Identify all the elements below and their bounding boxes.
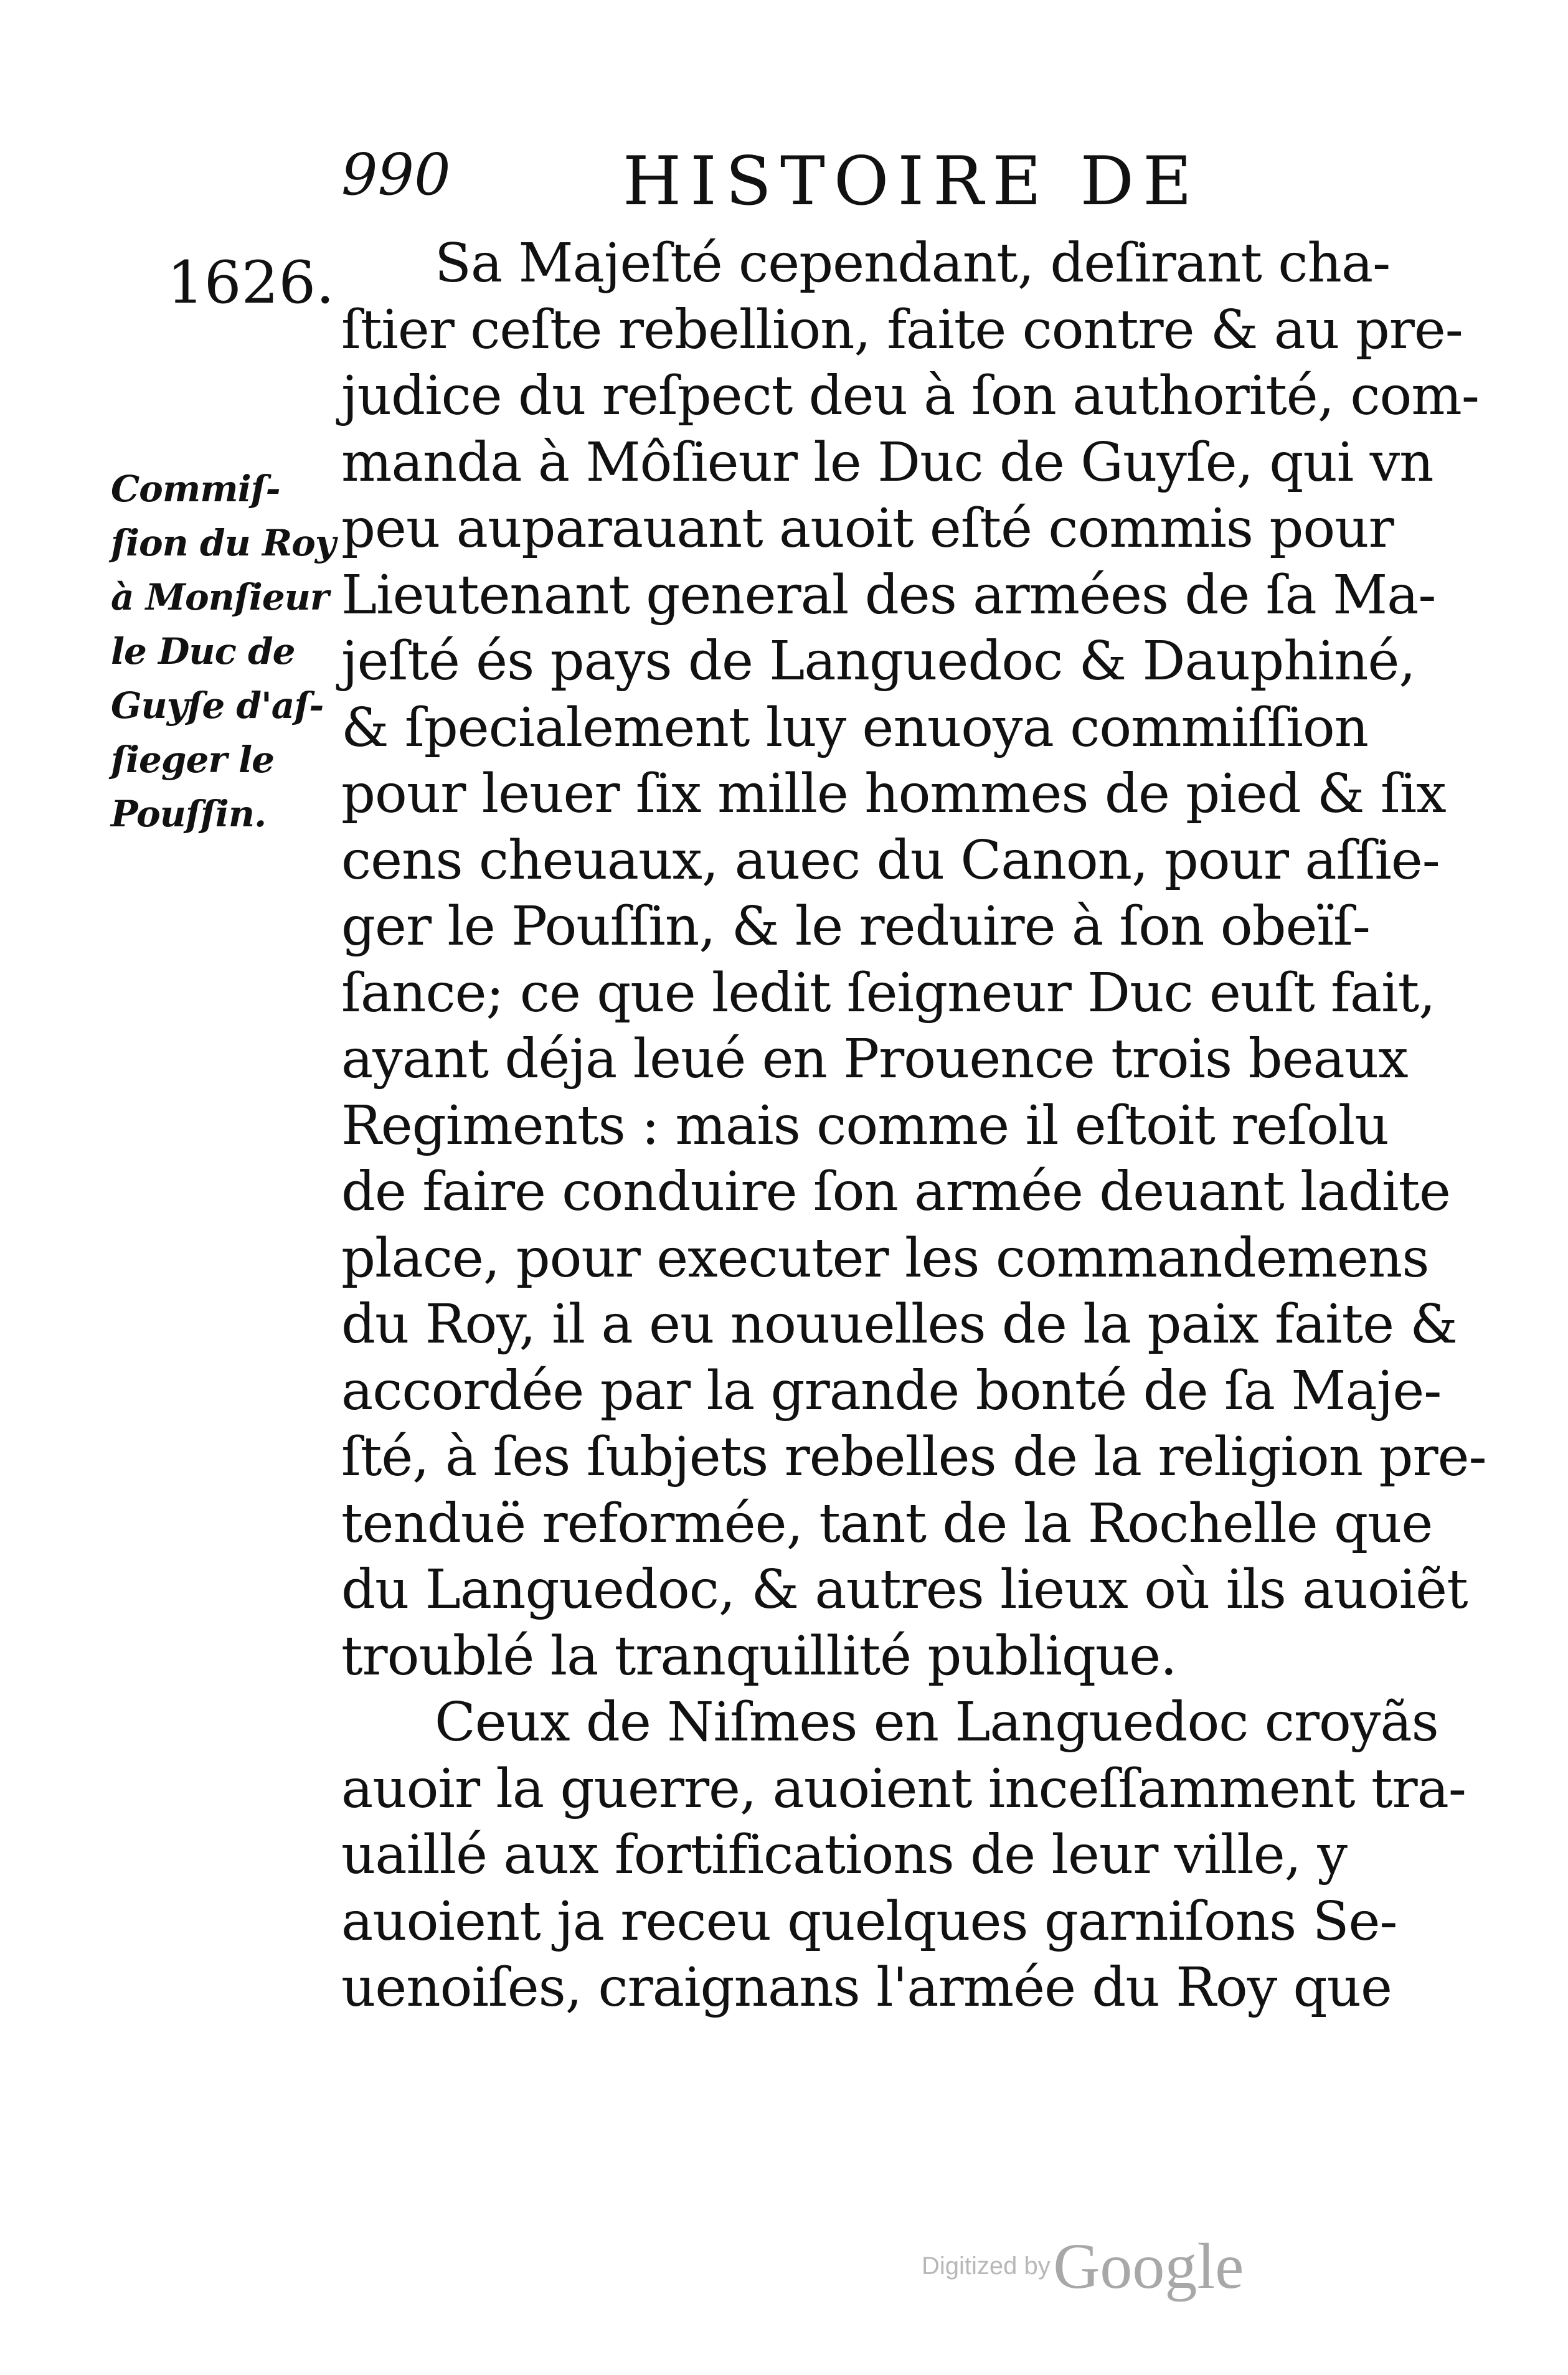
digitized-watermark: [922, 2229, 1244, 2303]
body-line: Lieutenant general des armées de ſa Ma-: [341, 564, 1436, 626]
body-line: ayant déja leué en Prouence trois beaux: [341, 1028, 1408, 1090]
body-line: auoient ja receu quelques garniſons Se-: [341, 1890, 1397, 1953]
body-line: jeſté és pays de Languedoc & Dauphiné,: [341, 630, 1415, 692]
body-line: cens cheuaux, auec du Canon, pour aſſie-: [341, 829, 1440, 892]
body-line: uenoiſes, craignans l'armée du Roy que: [341, 1957, 1392, 2019]
marginal-note-line: Guyſe d'aſ-: [111, 684, 324, 727]
body-line: judice du reſpect deu à ſon authorité, com-: [341, 365, 1479, 427]
marginal-note-line: le Duc de: [111, 630, 295, 673]
body-line: manda à Môſieur le Duc de Guyſe, qui vn: [341, 431, 1433, 494]
body-line: ſté, à ſes ſubjets rebelles de la religion pre-: [341, 1426, 1486, 1488]
body-line: accordée par la grande bonté de ſa Maje-: [341, 1359, 1442, 1422]
page-number: 990: [341, 141, 451, 208]
body-line: Regiments : mais comme il eſtoit reſolu: [341, 1094, 1389, 1157]
google-logo: Google: [1053, 2231, 1244, 2302]
body-line: Ceux de Niſmes en Languedoc croyãs: [435, 1691, 1438, 1754]
marginal-note-line: ſieger le: [111, 739, 275, 781]
body-line: ſance; ce que ledit ſeigneur Duc euſt fait,: [341, 961, 1435, 1024]
body-line: ſtier ceſte rebellion, faite contre & au pre-: [341, 298, 1463, 361]
body-line: auoir la guerre, auoient inceſſamment tra-: [341, 1757, 1466, 1820]
marginal-note-line: Pouſſin.: [111, 793, 267, 835]
body-line: & ſpecialement luy enuoya commiſſion: [341, 696, 1369, 759]
marginal-note-line: Commiſ-: [111, 468, 280, 510]
running-head: HISTOIRE DE: [623, 143, 1201, 220]
body-line: du Languedoc, & autres lieux où ils auoiẽt: [341, 1559, 1468, 1621]
body-line: uaillé aux fortifications de leur ville, y: [341, 1824, 1347, 1886]
body-line: Sa Majeſté cependant, deſirant cha-: [435, 232, 1391, 295]
body-line: tenduë reformée, tant de la Rochelle que: [341, 1492, 1433, 1555]
body-line: peu auparauant auoit eſté commis pour: [341, 498, 1394, 560]
body-line: troublé la tranquillité publique.: [341, 1625, 1177, 1688]
marginal-note-line: à Monſieur: [111, 576, 329, 618]
margin-year: 1626.: [167, 249, 335, 317]
body-line: de faire conduire ſon armée deuant ladite: [341, 1161, 1450, 1223]
marginal-note-line: ſion du Roy: [111, 522, 336, 564]
marginal-note: [111, 462, 335, 841]
watermark-prefix: Digitized by: [922, 2252, 1051, 2280]
body-line: ger le Pouſſin, & le reduire à ſon obeïſ-: [341, 895, 1370, 958]
body-text: [341, 230, 1486, 2021]
body-line: du Roy, il a eu nouuelles de la paix faite &: [341, 1293, 1457, 1356]
body-line: pour leuer ſix mille hommes de pied & ſix: [341, 763, 1446, 825]
body-line: place, pour executer les commandemens: [341, 1227, 1429, 1290]
